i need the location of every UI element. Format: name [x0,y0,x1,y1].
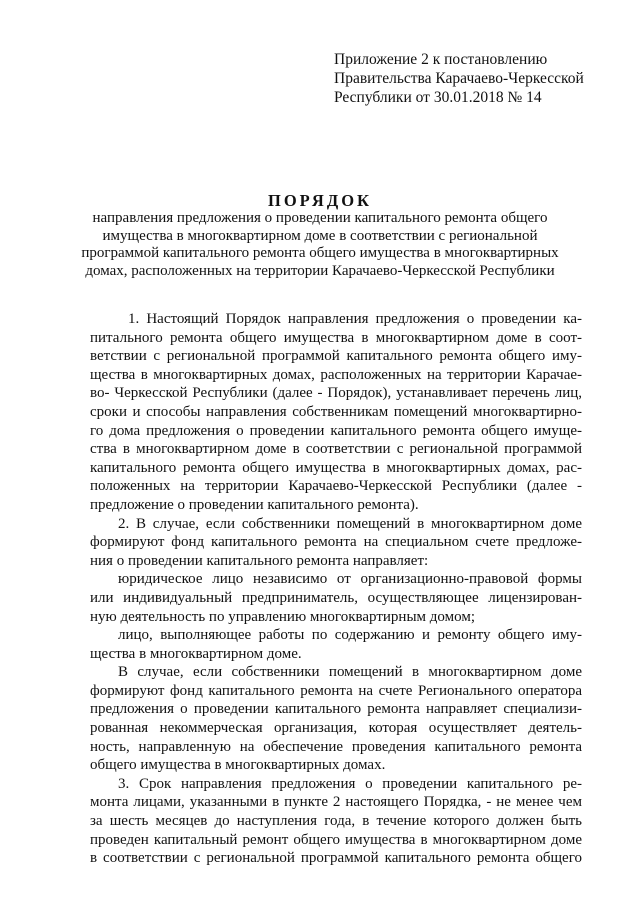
body-line: щества в многоквартирном доме. [90,645,302,662]
subtitle-line: направления предложения о проведении капитального ремонта общего [92,210,548,226]
body-line: в соответствии с региональной программой капитального ремонта общего [90,850,582,867]
body-line: юридическое лицо независимо от организационно-правовой формы [118,571,582,588]
body-line: ния о проведении капитального ремонта направляет: [90,552,429,569]
body-line: ность, направленную на обеспечение проведения капитального ремонта [90,738,582,755]
body-line: го дома предложения о проведении капитального ремонта общего имуще- [90,422,582,439]
annex-line: Приложение 2 к постановлению [334,51,548,68]
body-line: 1. Настоящий Порядок направления предложения о проведении ка- [128,311,582,327]
body-line: положенных на территории Карачаево-Черкесской Республики (далее - [90,478,582,495]
body-line: В случае, если собственники помещений в многоквартирном доме [118,664,582,681]
subtitle-line: домах, расположенных на территории Карачаево-Черкесской Республики [85,262,555,279]
body-line: сроки и способы направления собственникам помещений многоквартирно- [90,403,582,420]
body-line: рованная некоммерческая организация, которая осуществляет деятель- [90,720,582,737]
body-line: ную деятельность по управлению многоквартирным домом; [90,608,475,625]
annex-line: Республики от 30.01.2018 № 14 [334,89,542,106]
body-line: во- Черкесской Республики (далее - Порядок), устанавливает перечень лиц, [90,385,582,402]
body-line: 2. В случае, если собственники помещений в многоквартирном доме [118,515,582,532]
subtitle-line: имущества в многоквартирном доме в соответствии с региональной [102,227,538,244]
body-line: проведен капитальный ремонт общего имущества в многоквартирном доме [90,831,582,848]
document-subtitle [70,210,570,280]
body-line: ветствии с региональной программой капитального ремонта общего иму- [90,348,582,365]
body-line: формируют фонд капитального ремонта на счете Регионального оператора [90,682,582,699]
document-body [90,310,582,868]
body-line: монта лицами, указанными в пункте 2 настоящего Порядка, - не менее чем [90,794,582,811]
body-line: ства в многоквартирном доме в соответствии с региональной программой [90,441,582,458]
body-line: питального ремонта общего имущества в многоквартирном доме в соот- [90,329,582,346]
body-line: предложения о проведении капитального ремонта направляет специализи- [90,701,582,718]
body-line: предложение о проведении капитального ремонта). [90,496,419,513]
body-line: или индивидуальный предприниматель, осуществляющее лицензирован- [90,589,582,606]
body-line: щества в многоквартирных домах, расположенных на территории Карачае- [90,366,582,383]
body-line: 3. Срок направления предложения о проведении капитального ре- [118,775,582,792]
subtitle-line: программой капитального ремонта общего имущества в многоквартирных [81,245,559,261]
body-line: лицо, выполняющее работы по содержанию и ремонту общего иму- [118,627,582,644]
body-line: общего имущества в многоквартирных домах. [90,757,386,774]
body-line: формируют фонд капитального ремонта на специальном счете предложе- [90,534,582,551]
body-line: за шесть месяцев до наступления года, в течение которого должен быть [90,813,582,830]
annex-line: Правительства Карачаево-Черкесской [334,70,584,87]
body-line: капитального ремонта общего имущества в многоквартирных домах, рас- [90,459,582,476]
annex-header [334,50,624,107]
document-title: ПОРЯДОК [268,191,372,210]
